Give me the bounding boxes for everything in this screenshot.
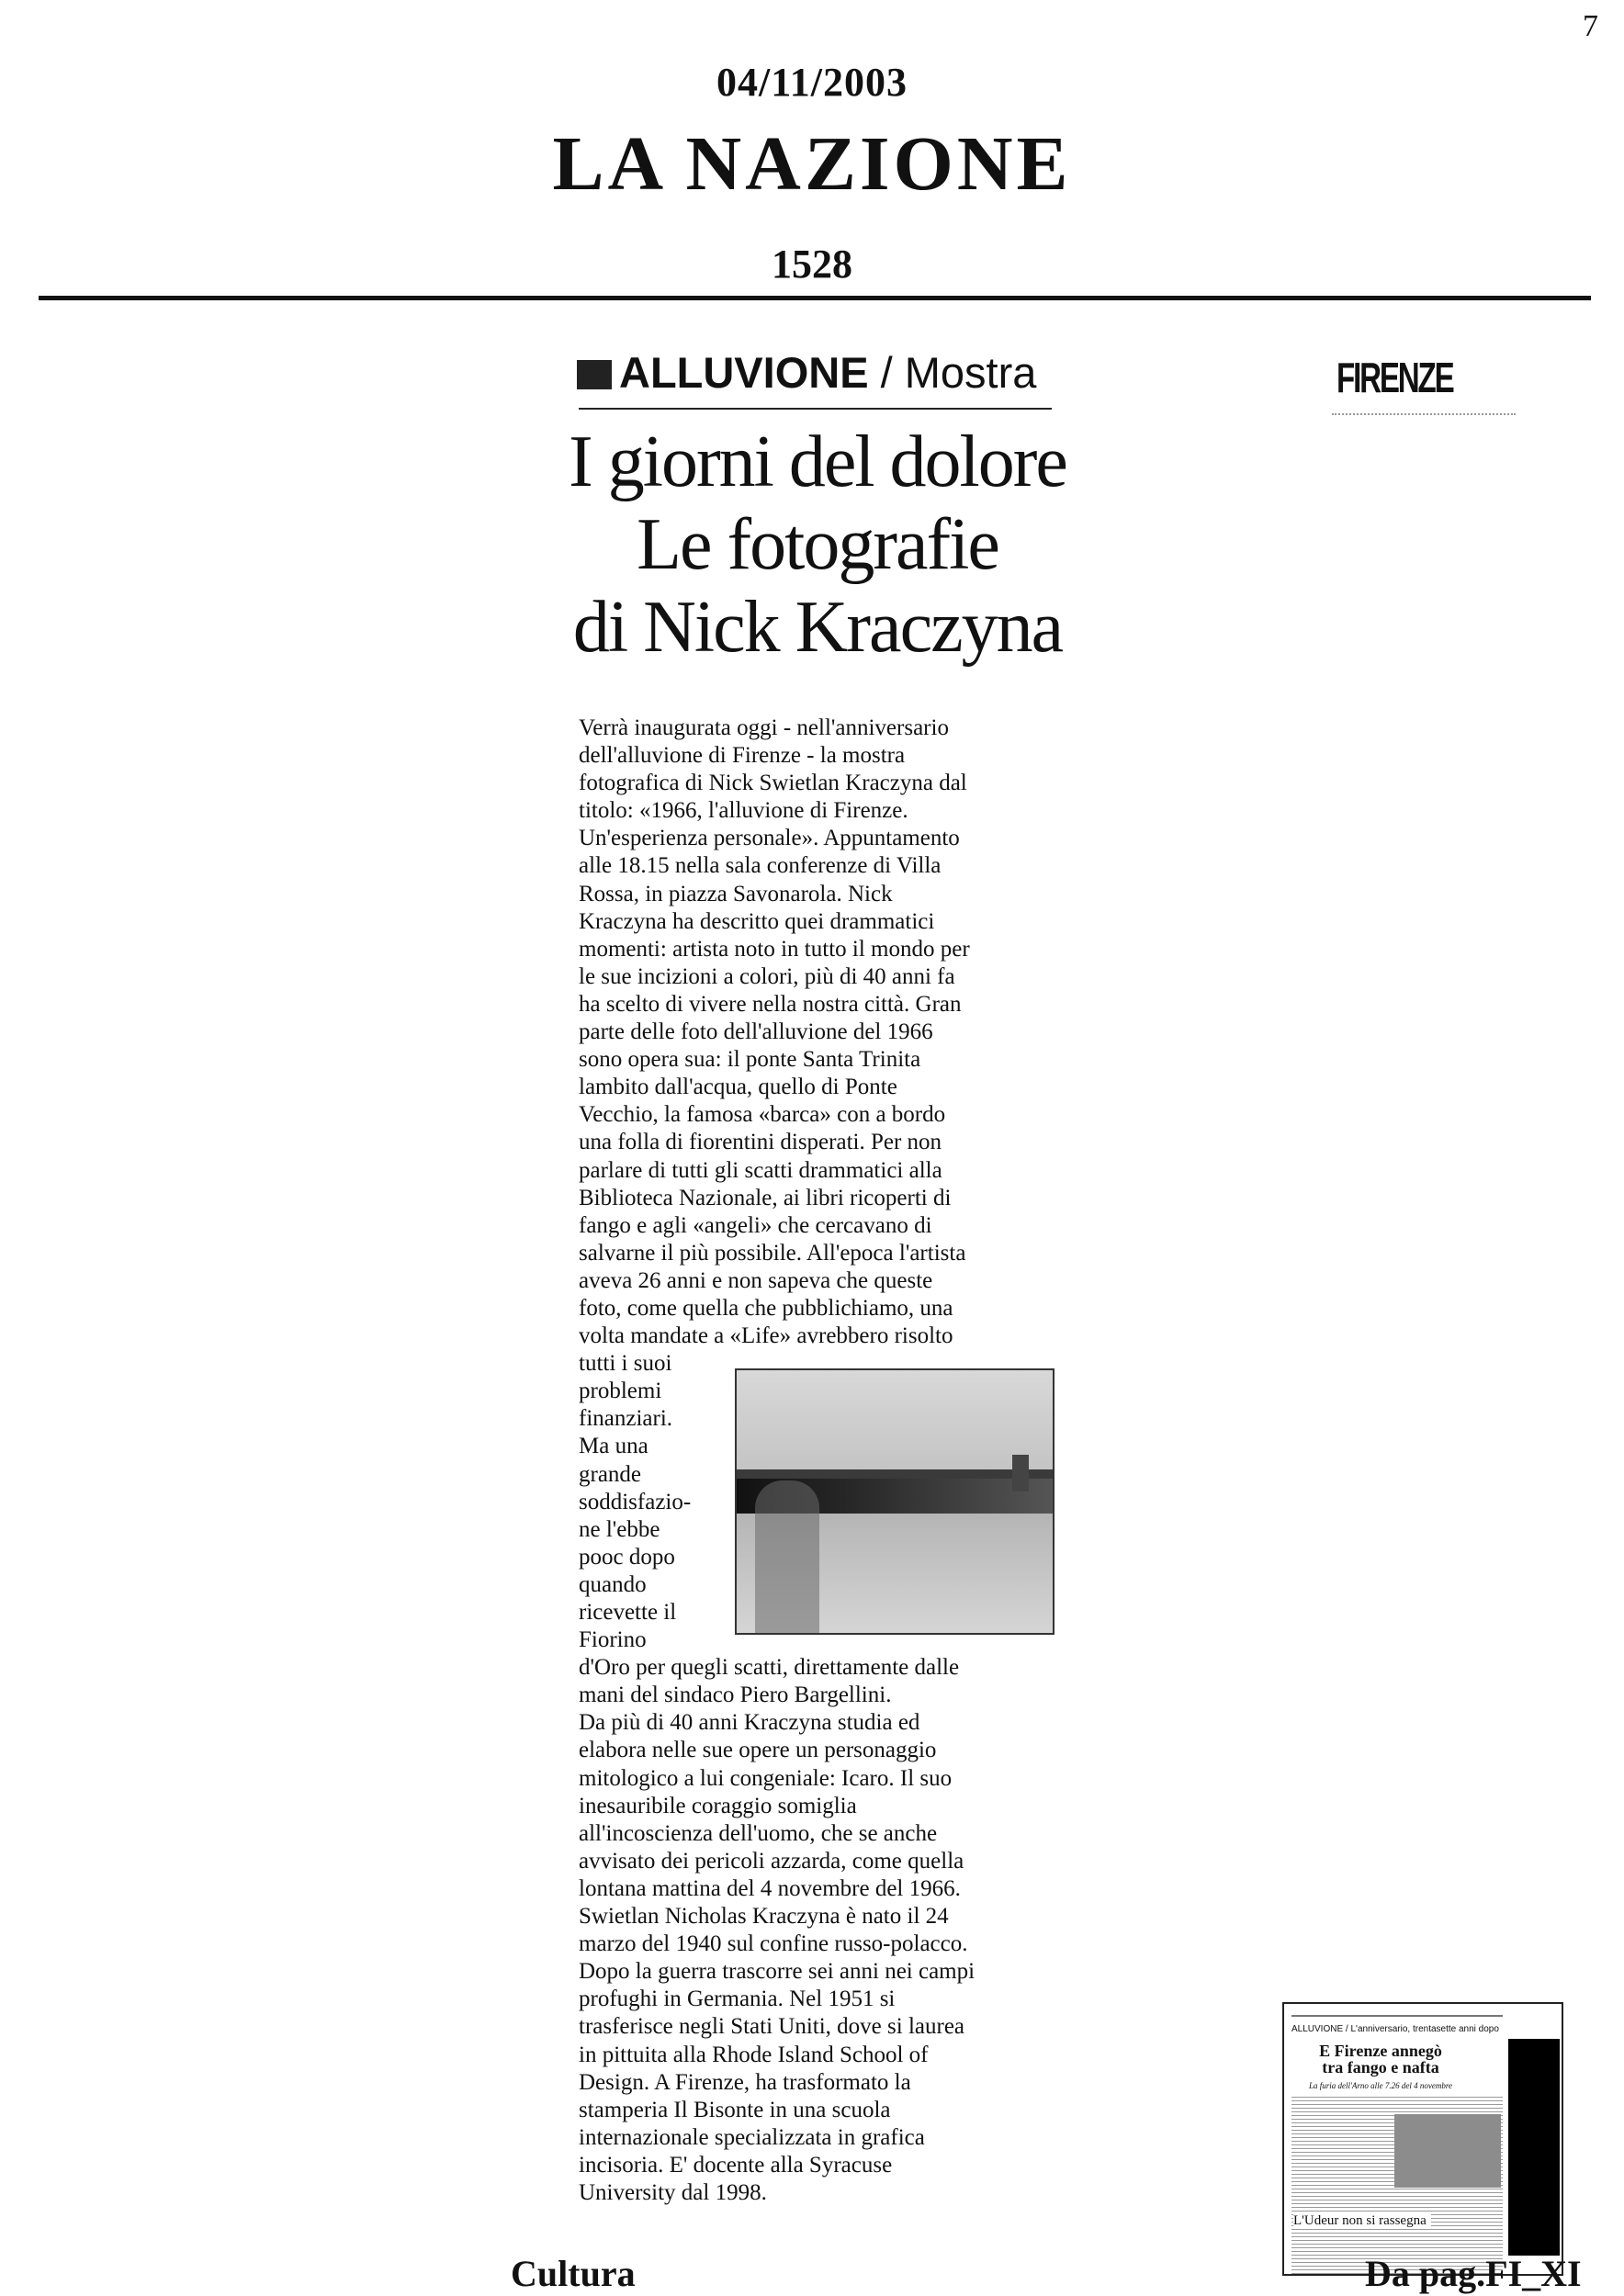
issue-number: 1528 xyxy=(772,242,852,287)
body-line: fango e agli «angeli» che cercavano di xyxy=(579,1212,932,1238)
kicker-rule xyxy=(579,408,1052,410)
body-line: momenti: artista noto in tutto il mondo per xyxy=(579,936,970,962)
body-line: mani del sindaco Piero Bargellini. xyxy=(579,1683,892,1708)
flood-photo xyxy=(735,1368,1054,1635)
body-line: parlare di tutti gli scatti drammatici alla xyxy=(579,1157,942,1183)
header-rule xyxy=(39,296,1591,300)
body-line: Un'esperienza personale». Appuntamento xyxy=(579,826,960,851)
body-line: sono opera sua: il ponte Santa Trinita xyxy=(579,1047,921,1073)
body-line: ne l'ebbe xyxy=(579,1516,660,1542)
body-line: una folla di fiorentini disperati. Per non xyxy=(579,1130,942,1155)
body-line: Da più di 40 anni Kraczyna studia ed xyxy=(579,1710,920,1736)
thumbnail-photo xyxy=(1394,2114,1501,2188)
body-line: University dal 1998. xyxy=(579,2179,767,2205)
thumbnail-bottom-title: L'Udeur non si rassegna xyxy=(1293,2213,1431,2229)
body-line: marzo del 1940 sul confine russo-polacco. xyxy=(579,1931,968,1957)
headline-line: di Nick Kraczyna xyxy=(572,587,1063,668)
article-kicker xyxy=(577,347,1064,398)
page-number: 7 xyxy=(1583,9,1598,43)
body-line: quando xyxy=(579,1571,647,1597)
related-page-thumbnail xyxy=(1282,2002,1563,2276)
body-line: Swietlan Nicholas Kraczyna è nato il 24 xyxy=(579,1904,949,1930)
body-line: Vecchio, la famosa «barca» con a bordo xyxy=(579,1102,946,1128)
kicker-square-icon xyxy=(577,360,612,389)
body-line: Biblioteca Nazionale, ai libri ricoperti di xyxy=(579,1185,952,1210)
publication-date: 04/11/2003 xyxy=(716,60,908,105)
body-line: volta mandate a «Life» avrebbero risolto xyxy=(579,1323,953,1349)
body-line: pooc dopo xyxy=(579,1544,675,1570)
body-line: Kraczyna ha descritto quei drammatici xyxy=(579,908,935,934)
body-line: dell'alluvione di Firenze - la mostra xyxy=(579,743,906,769)
body-line: all'incoscienza dell'uomo, che se anche xyxy=(579,1820,938,1846)
article-headline xyxy=(533,421,1102,669)
body-line: problemi xyxy=(579,1379,662,1404)
body-line: salvarne il più possibile. All'epoca l'artista xyxy=(579,1240,966,1266)
body-line: tutti i suoi xyxy=(579,1351,672,1377)
body-line: ha scelto di vivere nella nostra città. Gran xyxy=(579,991,962,1017)
thumbnail-subtitle: La furia dell'Arno alle 7.26 del 4 novembre xyxy=(1308,2081,1453,2090)
body-line: parte delle foto dell'alluvione del 1966 xyxy=(579,1019,933,1045)
section-label: FIRENZE xyxy=(1336,354,1453,401)
body-line: mitologico a lui congeniale: Icaro. Il suo xyxy=(579,1765,953,1791)
section-divider xyxy=(1332,413,1516,415)
body-line: Dopo la guerra trascorre sei anni nei campi xyxy=(579,1959,976,1985)
body-line: Ma una xyxy=(579,1434,648,1459)
body-line: grande xyxy=(579,1461,642,1487)
body-line: finanziari. xyxy=(579,1406,673,1432)
body-line: incisoria. E' docente alla Syracuse xyxy=(579,2152,893,2178)
body-line: Rossa, in piazza Savonarola. Nick xyxy=(579,881,893,906)
body-line: stamperia Il Bisonte in una scuola xyxy=(579,2097,891,2122)
body-line: inesauribile coraggio somiglia xyxy=(579,1793,857,1818)
body-line: alle 18.15 nella sala conferenze di Villa xyxy=(579,853,942,879)
thumbnail-kicker: ALLUVIONE / L'anniversario, trentasette anni dopo xyxy=(1291,2024,1499,2034)
headline-line: Le fotografie xyxy=(637,504,998,585)
body-line: fotografica di Nick Swietlan Kraczyna dal xyxy=(579,771,967,796)
body-line: aveva 26 anni e non sapeva che queste xyxy=(579,1267,933,1293)
newspaper-masthead: LA NAZIONE xyxy=(552,121,1072,207)
body-line: ricevette il xyxy=(579,1600,677,1625)
body-line: le sue incizioni a colori, più di 40 anni fa xyxy=(579,963,955,989)
kicker-main: ALLUVIONE xyxy=(619,348,869,397)
body-line: titolo: «1966, l'alluvione di Firenze. xyxy=(579,798,908,824)
body-line: trasferisce negli Stati Uniti, dove si laurea xyxy=(579,2014,965,2040)
body-line: avvisato dei pericoli azzarda, come quella xyxy=(579,1848,964,1874)
headline-line: I giorni del dolore xyxy=(569,422,1066,502)
body-line: profughi in Germania. Nel 1951 si xyxy=(579,1986,896,2012)
thumbnail-title-line: tra fango e nafta xyxy=(1322,2058,1439,2077)
body-line: lontana mattina del 4 novembre del 1966. xyxy=(579,1875,961,1901)
body-line: Design. A Firenze, ha trasformato la xyxy=(579,2069,911,2095)
body-line: d'Oro per quegli scatti, direttamente dalle xyxy=(579,1655,960,1681)
body-line: lambito dall'acqua, quello di Ponte xyxy=(579,1075,897,1100)
thumbnail-redaction-bar xyxy=(1508,2039,1560,2256)
body-line: Fiorino xyxy=(579,1627,647,1653)
thumbnail-title xyxy=(1293,2043,1468,2076)
footer-source: Da pag.FI_XI xyxy=(1365,2253,1582,2294)
body-line: soddisfazio- xyxy=(579,1489,692,1514)
thumbnail-title-line: E Firenze annegò xyxy=(1319,2042,1442,2060)
body-line: internazionale specializzata in grafica xyxy=(579,2124,925,2150)
body-line: Verrà inaugurata oggi - nell'anniversario xyxy=(579,715,949,740)
thumbnail-rule xyxy=(1291,2015,1503,2017)
kicker-sub: / Mostra xyxy=(868,348,1037,397)
footer-section: Cultura xyxy=(511,2253,636,2294)
body-line: elabora nelle sue opere un personaggio xyxy=(579,1738,937,1763)
body-line: in pittuita alla Rhode Island School of xyxy=(579,2042,929,2067)
body-line: foto, come quella che pubblichiamo, una xyxy=(579,1295,953,1321)
